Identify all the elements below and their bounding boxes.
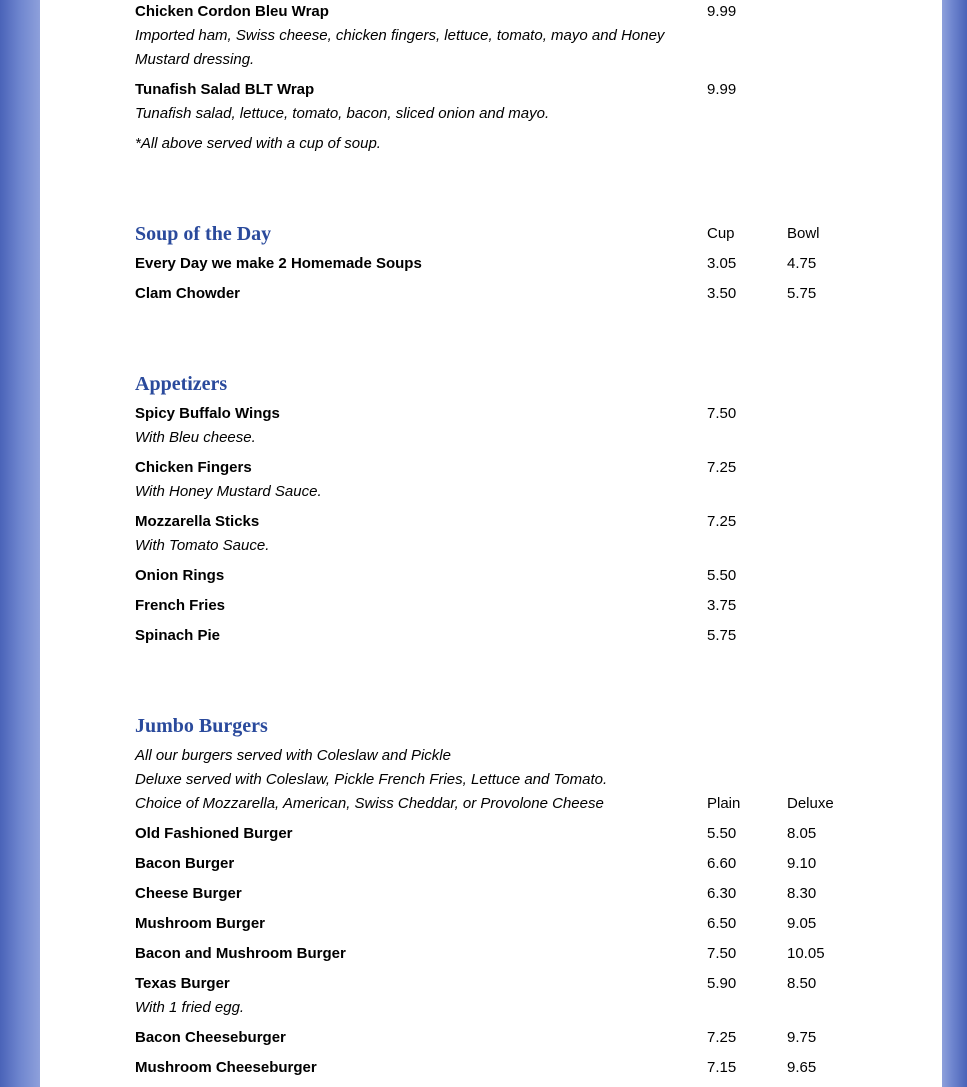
menu-item [135, 822, 942, 846]
menu-item [135, 912, 942, 936]
item-price-plain: 6.50 [707, 915, 737, 932]
item-price: 3.75 [707, 597, 737, 614]
menu-item [135, 0, 942, 24]
item-price-plain: 5.90 [707, 975, 737, 992]
item-description: Mustard dressing. [135, 51, 255, 68]
item-description: With 1 fried egg. [135, 999, 245, 1016]
section-note-row [135, 792, 942, 816]
item-name: Spicy Buffalo Wings [135, 405, 280, 422]
item-price-bowl: 4.75 [787, 255, 817, 272]
item-price-plain: 6.60 [707, 855, 737, 872]
item-name: Every Day we make 2 Homemade Soups [135, 255, 422, 272]
section-title: Soup of the Day [135, 223, 272, 245]
menu-item [135, 510, 942, 534]
item-description: Imported ham, Swiss cheese, chicken fingers, lettuce, tomato, mayo and Honey [135, 27, 665, 44]
item-price-deluxe: 9.65 [787, 1059, 817, 1076]
item-name: Chicken Cordon Bleu Wrap [135, 3, 329, 20]
item-name: Bacon Burger [135, 855, 235, 872]
item-price-plain: 7.50 [707, 945, 737, 962]
item-price-deluxe: 9.05 [787, 915, 817, 932]
item-name: Bacon and Mushroom Burger [135, 945, 346, 962]
menu-item [135, 78, 942, 102]
item-price: 5.50 [707, 567, 737, 584]
column-header-cup: Cup [707, 225, 735, 242]
item-price: 7.25 [707, 459, 737, 476]
menu-item [135, 852, 942, 876]
item-description: With Honey Mustard Sauce. [135, 483, 322, 500]
menu-item [135, 402, 942, 426]
item-price-cup: 3.05 [707, 255, 737, 272]
item-name: Clam Chowder [135, 285, 241, 302]
item-price-cup: 3.50 [707, 285, 737, 302]
section-note: Deluxe served with Coleslaw, Pickle French Fries, Lettuce and Tomato. [135, 771, 608, 788]
item-price: 9.99 [707, 3, 737, 20]
menu-page [40, 0, 942, 1087]
item-name: Bacon Cheeseburger [135, 1029, 286, 1046]
item-price-plain: 5.50 [707, 825, 737, 842]
section-header-soup [135, 222, 942, 246]
item-price-deluxe: 8.30 [787, 885, 817, 902]
section-note: *All above served with a cup of soup. [135, 135, 381, 152]
item-price-deluxe: 9.75 [787, 1029, 817, 1046]
item-price-plain: 6.30 [707, 885, 737, 902]
item-name: Mozzarella Sticks [135, 513, 260, 530]
menu-item [135, 1056, 942, 1080]
item-price: 7.50 [707, 405, 737, 422]
item-price-deluxe: 8.05 [787, 825, 817, 842]
column-header-plain: Plain [707, 795, 741, 812]
item-name: Cheese Burger [135, 885, 242, 902]
item-price-bowl: 5.75 [787, 285, 817, 302]
item-name: French Fries [135, 597, 226, 614]
item-price: 5.75 [707, 627, 737, 644]
menu-item [135, 1026, 942, 1050]
section-title: Appetizers [135, 373, 228, 395]
menu-item [135, 624, 942, 648]
menu-item [135, 564, 942, 588]
item-description: Tunafish salad, lettuce, tomato, bacon, sliced onion and mayo. [135, 105, 550, 122]
section-header-burgers [135, 714, 942, 738]
column-header-deluxe: Deluxe [787, 795, 834, 812]
item-name: Texas Burger [135, 975, 230, 992]
menu-item [135, 252, 942, 276]
item-name: Chicken Fingers [135, 459, 252, 476]
item-description: With Bleu cheese. [135, 429, 256, 446]
column-header-bowl: Bowl [787, 225, 820, 242]
menu-item [135, 282, 942, 306]
menu-item [135, 594, 942, 618]
item-price: 9.99 [707, 81, 737, 98]
item-name: Spinach Pie [135, 627, 221, 644]
item-price-deluxe: 10.05 [787, 945, 825, 962]
section-note: Choice of Mozzarella, American, Swiss Cheddar, or Provolone Cheese [135, 795, 604, 812]
section-title: Jumbo Burgers [135, 715, 268, 737]
item-name: Old Fashioned Burger [135, 825, 293, 842]
item-price-plain: 7.25 [707, 1029, 737, 1046]
section-header-appetizers [135, 372, 942, 396]
menu-item [135, 942, 942, 966]
item-name: Mushroom Burger [135, 915, 266, 932]
item-name: Tunafish Salad BLT Wrap [135, 81, 315, 98]
item-price-deluxe: 8.50 [787, 975, 817, 992]
item-price-deluxe: 9.10 [787, 855, 817, 872]
menu-content [135, 0, 942, 1080]
item-name: Onion Rings [135, 567, 225, 584]
menu-item [135, 456, 942, 480]
menu-item [135, 882, 942, 906]
item-price-plain: 7.15 [707, 1059, 737, 1076]
item-name: Mushroom Cheeseburger [135, 1059, 317, 1076]
section-note: All our burgers served with Coleslaw and Pickle [135, 747, 451, 764]
menu-item [135, 972, 942, 996]
item-description: With Tomato Sauce. [135, 537, 270, 554]
item-price: 7.25 [707, 513, 737, 530]
